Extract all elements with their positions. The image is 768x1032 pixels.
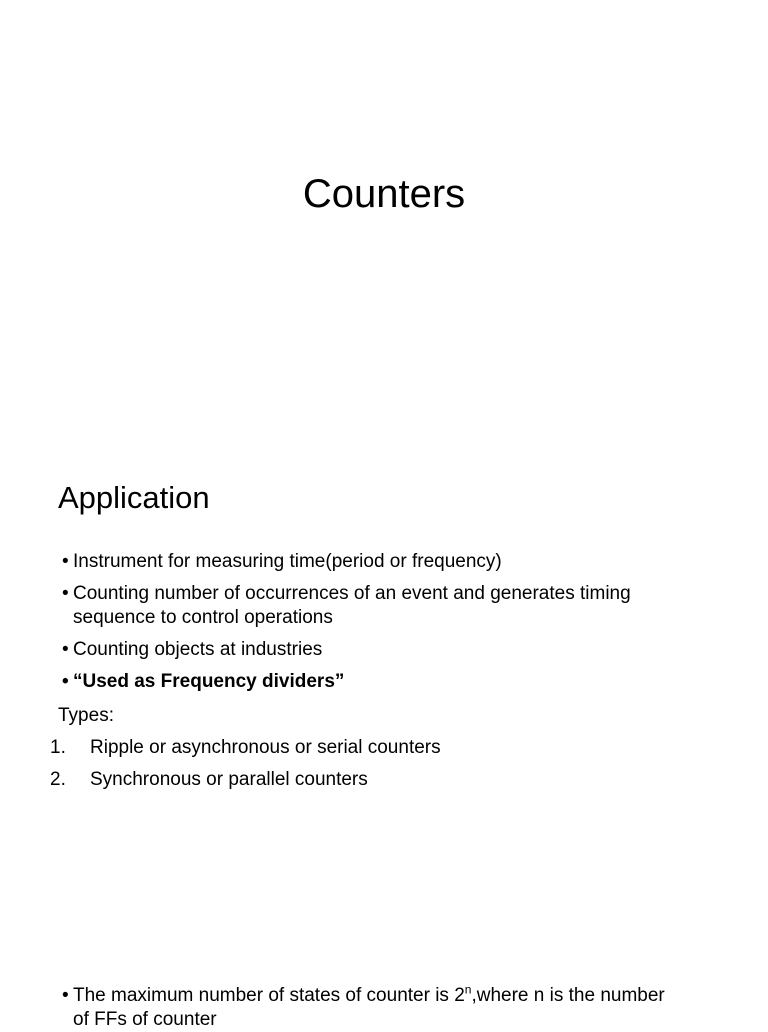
list-item: • Counting objects at industries bbox=[62, 638, 702, 662]
states-exponent: n bbox=[464, 982, 472, 997]
states-text-after: ,where n is the number of FFs of counter bbox=[73, 985, 665, 1030]
list-item bbox=[48, 768, 708, 792]
states-text-before: The maximum number of states of counter is 2 bbox=[73, 985, 465, 1006]
page-title: Counters bbox=[302, 172, 466, 216]
list-item-label: Ripple or asynchronous or serial counters bbox=[90, 737, 441, 758]
section-heading: Application bbox=[58, 480, 210, 515]
list-number: 2. bbox=[50, 769, 66, 790]
list-item-label: Synchronous or parallel counters bbox=[90, 769, 368, 790]
list-item: • Instrument for measuring time(period or frequency) bbox=[62, 550, 702, 574]
states-bullet-list bbox=[62, 984, 682, 1032]
list-item bbox=[62, 984, 682, 1032]
list-number: 1. bbox=[50, 737, 66, 758]
application-bullet-list bbox=[62, 550, 702, 702]
list-item: • Counting number of occurrences of an event and generates timing sequence to control operations bbox=[62, 582, 702, 630]
types-label: Types: bbox=[58, 705, 114, 726]
list-item: • “Used as Frequency dividers” bbox=[62, 670, 702, 694]
types-numbered-list bbox=[48, 736, 708, 800]
list-item bbox=[48, 736, 708, 760]
